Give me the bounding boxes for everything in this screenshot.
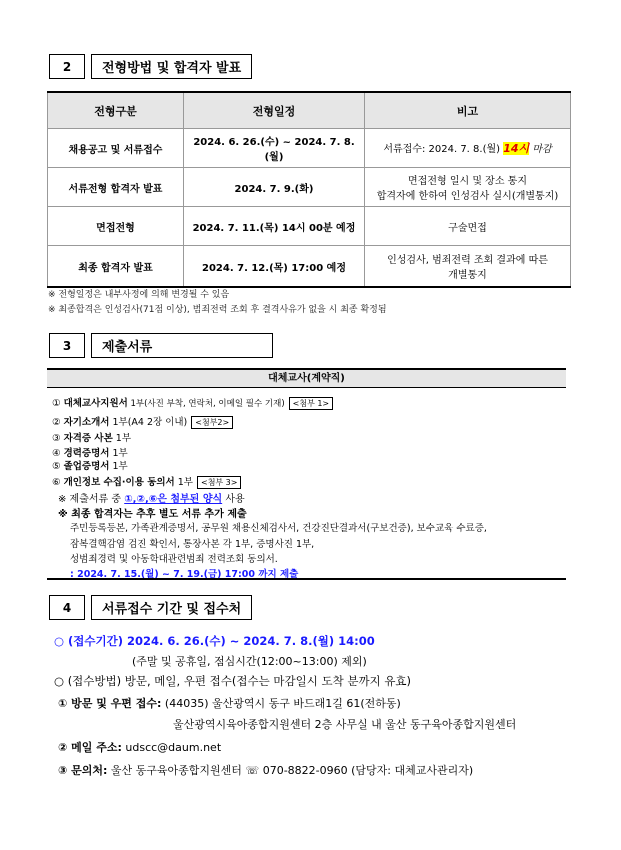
item-marker: ③ — [52, 433, 61, 444]
final-note: ※ 최종 합격자는 추후 별도 서류 추가 제출 — [58, 509, 247, 520]
item-desc: 1부 — [109, 448, 128, 459]
note-cell — [365, 129, 571, 168]
attachment-tag: <첨부2> — [191, 416, 233, 429]
date-cell: 2024. 6. 26.(수) ~ 2024. 7. 8.(월) — [184, 129, 365, 168]
section-4-header — [49, 595, 252, 620]
stage-cell: 최종 합격자 발표 — [48, 246, 184, 288]
documents-bottom-rule — [47, 578, 566, 580]
email-label: ② 메일 주소: — [58, 741, 122, 754]
stage-cell: 면접전형 — [48, 207, 184, 246]
attachment-tag: <첨부 1> — [289, 397, 334, 410]
highlight-time: 14시 — [503, 142, 530, 155]
note-cell — [365, 246, 571, 288]
schedule-note: ※ 전형일정은 내부사정에 의해 변경될 수 있음 — [48, 290, 230, 300]
stage-cell: 서류전형 합격자 발표 — [48, 168, 184, 207]
note-text: ※ 제출서류 중 — [58, 494, 125, 505]
table-row — [48, 168, 571, 207]
note-line: 면접전형 일시 및 장소 통지 — [408, 176, 527, 187]
item-marker: ④ — [52, 448, 61, 459]
item-name: 자격증 사본 — [63, 433, 113, 444]
contact-label: ③ 문의처: — [58, 764, 108, 777]
section-number: 3 — [49, 333, 85, 358]
table-header-row — [48, 92, 571, 129]
item-marker: ⑥ — [52, 477, 61, 488]
header-cell: 전형일정 — [184, 92, 365, 129]
submission-deadline: : 2024. 7. 15.(월) ~ 7. 19.(금) 17:00 까지 제출 — [70, 569, 299, 580]
contact-info — [58, 762, 473, 778]
note-text: 서류접수: 2024. 7. 8.(월) — [383, 144, 504, 155]
note-text: 사용 — [222, 494, 245, 505]
section-2-header — [49, 54, 252, 79]
document-item — [52, 430, 131, 444]
table-row — [48, 129, 571, 168]
contact-phone: 070-8822-0960 (담당자: 대체교사관리자) — [259, 764, 474, 777]
document-item — [52, 395, 333, 410]
note-line: 합격자에 한하여 인성검사 실시(개별통지) — [376, 191, 559, 202]
visit-mail-address — [58, 695, 401, 711]
address-value: (44035) 울산광역시 동구 바드래1길 61(전하동) — [161, 697, 401, 710]
application-period: ○ (접수기간) 2024. 6. 26.(수) ~ 2024. 7. 8.(월) 14:00 — [54, 634, 375, 648]
email-address — [58, 739, 221, 755]
note-line: 인성검사, 범죄전력 조회 결과에 따른 — [387, 255, 548, 266]
section-title: 전형방법 및 합격자 발표 — [91, 54, 252, 79]
section-number: 2 — [49, 54, 85, 79]
extra-docs-line: 성범죄경력 및 아동학대관련범죄 전력조회 동의서. — [70, 554, 278, 565]
table-row — [48, 207, 571, 246]
item-name: 경력증명서 — [63, 448, 110, 459]
note-cell: 구술면접 — [365, 207, 571, 246]
item-marker: ⑤ — [52, 461, 61, 472]
section-title: 서류접수 기간 및 접수처 — [91, 595, 252, 620]
header-cell: 비고 — [365, 92, 571, 129]
item-desc: 1부 — [112, 433, 132, 444]
section-title: 제출서류 — [91, 333, 273, 358]
form-note — [58, 490, 245, 505]
document-item — [52, 445, 128, 459]
contact-org: 울산 동구육아종합지원센터 — [107, 764, 246, 777]
date-cell: 2024. 7. 12.(목) 17:00 예정 — [184, 246, 365, 288]
document-item — [52, 414, 233, 429]
item-name: 개인정보 수집·이용 동의서 — [63, 477, 175, 488]
schedule-note: ※ 최종합격은 인성검사(71점 이상), 범죄전력 조회 후 결격사유가 없을 시 최종 확정됨 — [48, 305, 387, 315]
attachment-tag: <첨부 3> — [197, 476, 242, 489]
item-desc: 1부(사진 부착, 연락처, 이메일 필수 기재) — [127, 399, 285, 409]
address-line-2: 울산광역시육아종합지원센터 2층 사무실 내 울산 동구육아종합지원센터 — [173, 718, 517, 731]
note-cell — [365, 168, 571, 207]
documents-table-header: 대체교사(계약직) — [47, 368, 566, 388]
item-desc: 1부 — [109, 461, 128, 472]
extra-docs-line: 잠복결핵감염 검진 확인서, 통장사본 각 1부, 증명사진 1부, — [70, 539, 315, 550]
document-item — [52, 474, 241, 489]
schedule-table — [47, 91, 571, 288]
item-marker: ① — [52, 398, 61, 409]
extra-docs-line: 주민등록등본, 가족관계증명서, 공무원 채용신체검사서, 건강진단결과서(구보건증), 보수교육 수료증, — [70, 523, 487, 534]
note-line: 개별통지 — [448, 270, 487, 281]
application-method: ○ (접수방법) 방문, 메일, 우편 접수(접수는 마감일시 도착 분까지 유효) — [54, 674, 412, 688]
note-highlight: ①,②,⑥은 첨부된 양식 — [124, 494, 223, 505]
date-cell: 2024. 7. 9.(화) — [184, 168, 365, 207]
email-value: udscc@daum.net — [121, 741, 222, 754]
item-desc: 1부(A4 2장 이내) — [109, 417, 188, 428]
item-name: 졸업증명서 — [63, 461, 110, 472]
header-cell: 전형구분 — [48, 92, 184, 129]
item-marker: ② — [52, 417, 61, 428]
section-3-header — [49, 333, 273, 358]
address-label: ① 방문 및 우편 접수: — [58, 697, 162, 710]
item-name: 자기소개서 — [63, 417, 110, 428]
telephone-icon: ☏ — [245, 764, 260, 777]
period-exception: (주말 및 공휴일, 점심시간(12:00~13:00) 제외) — [132, 655, 367, 668]
section-number: 4 — [49, 595, 85, 620]
note-text: 마감 — [529, 144, 552, 155]
item-name: 대체교사지원서 — [63, 398, 128, 409]
date-cell: 2024. 7. 11.(목) 14시 00분 예정 — [184, 207, 365, 246]
item-desc: 1부 — [174, 477, 193, 488]
stage-cell: 채용공고 및 서류접수 — [48, 129, 184, 168]
document-item — [52, 458, 128, 472]
table-row — [48, 246, 571, 288]
